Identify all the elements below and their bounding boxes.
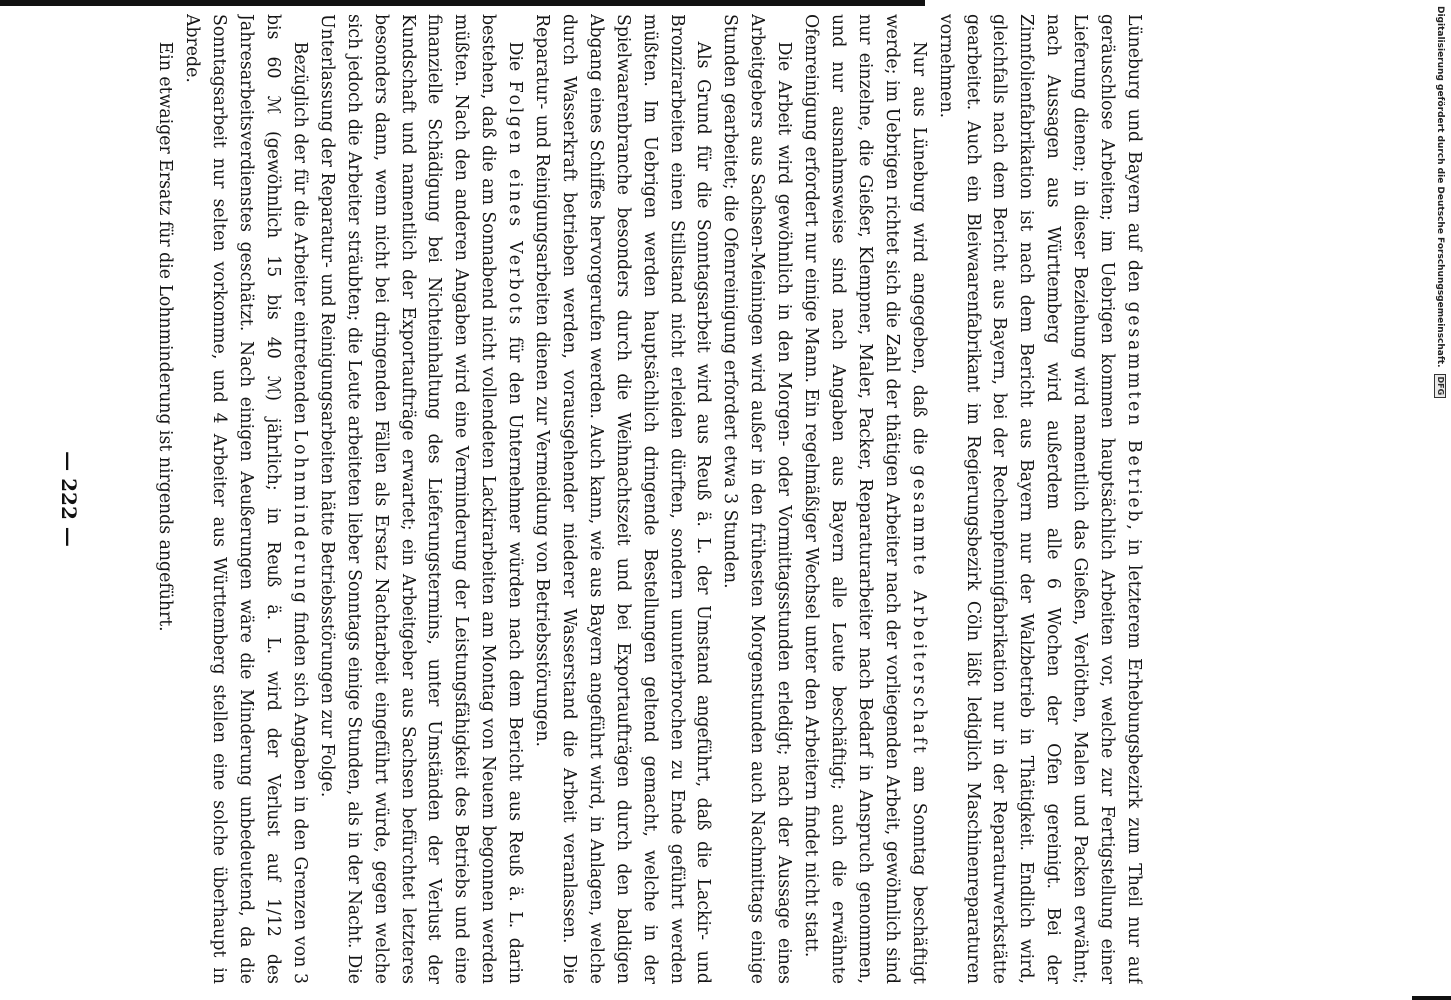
text-run: Als Grund für die Sonntagsarbeit wird aus Reuß ä. L. der Umstand angeführt, daß die Lackir- und Bronzirarbeiten einen Stillstand nicht erleiden dürften, sondern ununterbrochen zu Ende geführt werden müßten. Im Uebrigen werden hauptsächlich dringende Bestellungen geltend gemacht, welche in der Spielwaarenbranche besonders durch die Weihnachtszeit und bei Exportaufträgen durch den baldigen Abgang eines Schiffes hervorgerufen werden. Auch kann, wie aus Bayern angeführt wird, in Anlagen, welche durch Wasserkraft betrieben werden, vorausgehender niederer Wasserstand die Arbeit veranlassen. Die Reparatur- und Reinigungsarbeiten dienen zur Vermeidung von Betriebsstörungen. <box>532 14 714 984</box>
paragraph <box>528 14 716 984</box>
scan-edge-top <box>0 0 925 6</box>
paragraph <box>932 14 1147 984</box>
text-run: am Sonntag beschäftigt werde; im Uebrigen richtet sich die Zahl der thätigen Arbeiter nach der vorliegenden Arbeit, gewöhnlich sind nur einzelne, die Gießer, Klempner, Maler, Packer, Reparaturarbeiter nach Bedarf in Anspruch genommen, und nur ausnahmsweise sind nach Angaben aus Bayern alle Leute beschäftigt; auch die erwähnte Ofenreinigung erfordert nur einige Mann. Ein regelmäßiger Wechsel unter den Arbeitern findet nicht statt. <box>801 14 929 984</box>
text-run: Lüneburg und Bayern auf den <box>1124 14 1144 302</box>
emphasized-term: Folgen eines Verbots <box>505 80 526 328</box>
text-run: für den Unternehmer würden nach dem Bericht aus Reuß ä. L. darin bestehen, daß die am Sonnabend nicht vollendeten Lackirarbeiten am Montag von Neuem begonnen werden müßten. Nach den anderen Angaben wird eine Verminderung der Leistungsfähigkeit des Betriebs und eine finanzielle Schädigung bei Nichteinhaltung des Lieferungstermins, unter Umständen der Verlust der Kundschaft und namentlich der Exportaufträge erwartet; ein Arbeitgeber aus Sachsen befürchtet letzteres besonders dann, wenn nicht bei dringenden Fällen als Ersatz Nachtarbeit eingeführt würde, gegen welche sich jedoch die Arbeiter sträubten; die Leute arbeiteten lieber Sonntags einige Stunden, als in der Nacht. Die Unterlassung der Reparatur- und Reinigungsarbeiten hätte Betriebsstörungen zur Folge. <box>316 14 526 984</box>
text-run: Ein etwaiger Ersatz für die Lohnminderung ist nirgends angeführt. <box>155 41 176 632</box>
paragraph <box>797 14 932 984</box>
paragraph <box>178 14 313 984</box>
emphasized-term: Lohnminderung <box>289 429 310 606</box>
body-text <box>102 14 1147 984</box>
paragraph <box>717 14 798 984</box>
paragraph <box>313 14 528 984</box>
text-run: Die Arbeit wird gewöhnlich in den Morgen- oder Vormittagsstunden erledigt; nach der Aussage eines Arbeitgebers aus Sachsen-Meiningen wird außer in den frühesten Morgenstunden auch Nachmittags einige Stunden gearbeitet; die Ofenreinigung erfordert etwa 3 Stunden. <box>720 14 795 984</box>
body-column <box>102 14 1147 984</box>
text-run: Bezüglich der für die Arbeiter eintretenden <box>289 41 310 430</box>
digitization-note-text: Digitalisierung gefördert durch die Deutsche Forschungsgemeinschaft. <box>1435 6 1445 368</box>
page-header <box>49 14 89 984</box>
emphasized-term: gesammten Betrieb <box>1124 301 1144 525</box>
text-run: finden sich Angaben in den Grenzen von 3 bis 60 ℳ (gewöhnlich 15 bis 40 ℳ) jährlich; in Reuß ä. L. wird der Verlust auf 1/12 des Jahresarbeitsverdienstes geschätzt. Nach einigen Aeußerungen wäre die Minderung unbedeutend, da die Sonntagsarbeit nur selten vorkomme, und 4 Arbeiter aus Württemberg stellen eine solche überhaupt in Abrede. <box>182 14 310 984</box>
digitization-note <box>1432 6 1448 996</box>
text-run: , in letzterem Erhebungsbezirk zum Theil nur auf geräuschlose Arbeiten; im Uebrigen kommen hauptsächlich Arbeiten vor, welche zur Fertigstellung einer Lieferung dienen; in dieser Beziehung wird namentlich das Gießen, Verlöthen, Malen und Packen erwähnt; nach Aussagen aus Württemberg wird außerdem alle 6 Wochen der Ofen gereinigt. Bei der Zinnfolienfabrikation ist nach dem Bericht aus Bayern nur der Walzbetrieb in Thätigkeit. Endlich wird, gleichfalls nach dem Bericht aus Bayern, bei der Rechenpfennigfabrikation nur in der Reparaturwerkstätte gearbeitet. Auch ein Bleiwaarenfabrikant im Regierungsbezirk Cöln läßt lediglich Maschinenreparaturen vornehmen. <box>935 14 1144 984</box>
emphasized-term: gesammte Arbeiterschaft <box>908 464 929 756</box>
rotated-text-block <box>27 14 1157 984</box>
dfg-logo: DFG <box>1434 374 1446 399</box>
text-run: Nur aus Lüneburg wird angegeben, daß die <box>908 41 929 465</box>
page-number: — 222 — <box>57 451 81 547</box>
scan-edge-corner <box>1412 996 1451 1000</box>
paragraph <box>151 14 178 984</box>
text-run: Die <box>505 41 526 81</box>
